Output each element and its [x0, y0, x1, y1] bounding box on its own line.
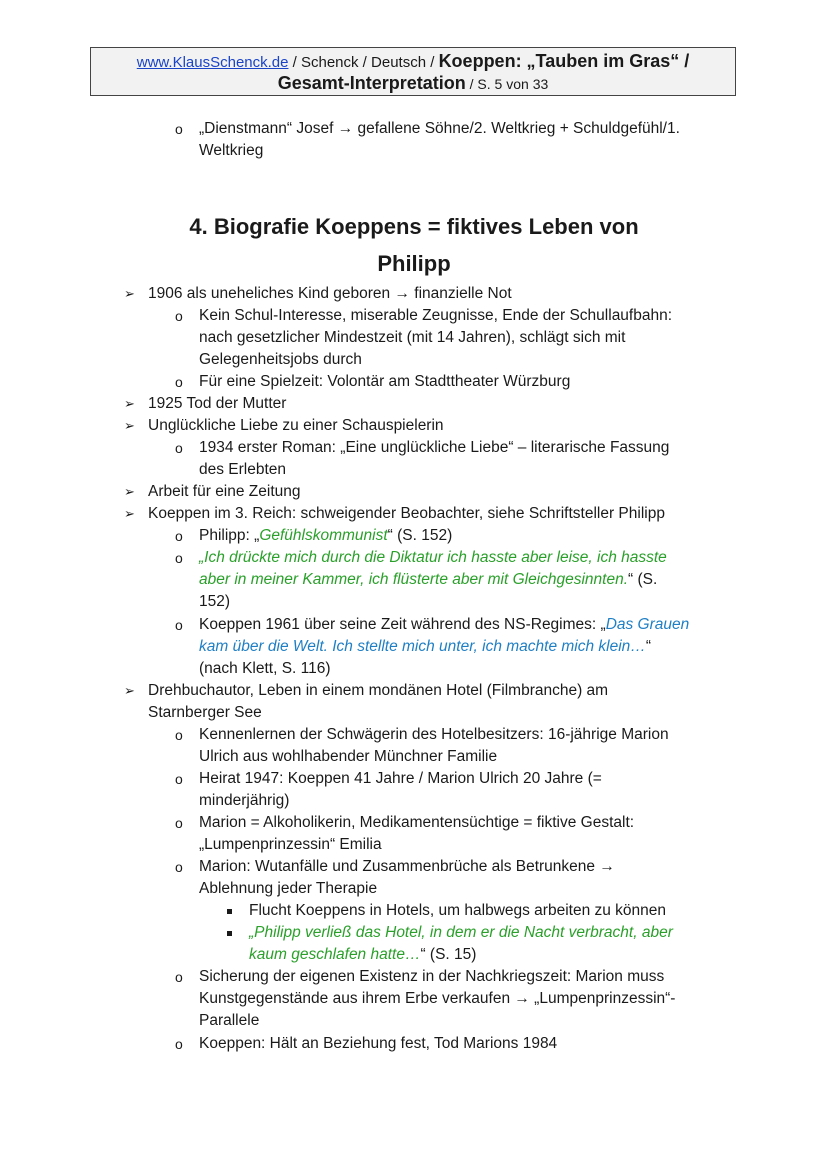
arrow-bullet-icon: ➢	[124, 286, 135, 301]
section-title: Philipp	[377, 251, 451, 276]
list-item: Flucht Koeppens in Hotels, um halbwegs arbeiten zu können	[249, 902, 667, 919]
list-item: „Lumpenprinzessin“ Emilia	[199, 836, 382, 853]
list-item: Marion = Alkoholikerin, Medikamentensüchtige = fiktive Gestalt:	[199, 814, 635, 831]
list-item	[199, 569, 657, 591]
list-item: Koeppen: Hält an Beziehung fest, Tod Marions 1984	[199, 1035, 558, 1052]
list-item: Ulrich aus wohlhabender Münchner Familie	[199, 748, 498, 765]
header-title: Koeppen: „Tauben im Gras“ /	[438, 51, 690, 71]
list-item	[249, 944, 476, 966]
arrow-bullet-icon: ➢	[124, 683, 135, 698]
arrow-bullet-icon: ➢	[124, 396, 135, 411]
list-item: Arbeit für eine Zeitung	[148, 483, 301, 500]
list-item: Unglückliche Liebe zu einer Schauspielerin	[148, 417, 444, 434]
list-item: Kennenlernen der Schwägerin des Hotelbesitzers: 16-jährige Marion	[199, 726, 669, 743]
page-number: / S. 5 von 33	[465, 76, 549, 92]
list-item	[199, 614, 689, 636]
list-item: Weltkrieg	[199, 142, 264, 159]
quote-open: „	[199, 549, 205, 566]
header-breadcrumb: / Schenck / Deutsch /	[288, 54, 439, 71]
quote-prefix: Philipp: „	[199, 527, 260, 544]
list-item: Ablehnung jeder Therapie	[199, 880, 378, 897]
list-item: Heirat 1947: Koeppen 41 Jahre / Marion Ulrich 20 Jahre (=	[199, 770, 602, 787]
blue-quote: kam über die Welt. Ich stellte mich unter, ich machte mich klein…	[199, 638, 646, 655]
list-item: Kein Schul-Interesse, miserable Zeugnisse, Ende der Schullaufbahn:	[199, 307, 673, 324]
circle-bullet-icon: o	[175, 727, 183, 743]
list-item: 152)	[199, 593, 231, 610]
circle-bullet-icon: o	[175, 440, 183, 456]
list-item: Für eine Spielzeit: Volontär am Stadttheater Würzburg	[199, 373, 571, 390]
list-item: Sicherung der eigenen Existenz in der Nachkriegszeit: Marion muss	[199, 968, 665, 985]
square-bullet-icon	[227, 909, 232, 914]
list-item: Parallele	[199, 1012, 260, 1029]
header-line-2	[91, 73, 735, 95]
list-item: Marion: Wutanfälle und Zusammenbrüche als Betrunkene →	[199, 858, 615, 875]
list-item: nach gesetzlicher Mindestzeit (mit 14 Jahren), schlägt sich mit	[199, 329, 626, 346]
circle-bullet-icon: o	[175, 859, 183, 875]
green-quote: aber in meiner Kammer, ich flüsterte aber mit Gleichgesinnten.	[199, 571, 629, 588]
green-quote: Philipp verließ das Hotel, in dem er die Nacht verbracht, aber	[254, 924, 673, 941]
circle-bullet-icon: o	[175, 1036, 183, 1052]
list-item: 1934 erster Roman: „Eine unglückliche Liebe“ – literarische Fassung	[199, 439, 670, 456]
arrow-bullet-icon: ➢	[124, 506, 135, 521]
header-subtitle: Gesamt-Interpretation	[277, 73, 466, 93]
circle-bullet-icon: o	[175, 308, 183, 324]
green-quote: kaum geschlafen hatte…	[249, 946, 421, 963]
circle-bullet-icon: o	[175, 121, 183, 137]
list-item: 1925 Tod der Mutter	[148, 395, 287, 412]
page-header	[90, 47, 736, 96]
circle-bullet-icon: o	[175, 374, 183, 390]
quote-close: “	[645, 638, 651, 655]
list-item: 1906 als uneheliches Kind geboren → finanzielle Not	[148, 285, 512, 302]
list-item	[199, 636, 651, 658]
list-item	[199, 547, 667, 569]
square-bullet-icon	[227, 931, 232, 936]
arrow-bullet-icon: ➢	[124, 418, 135, 433]
green-quote: Gefühlskommunist	[259, 527, 388, 544]
section-title: 4. Biografie Koeppens = fiktives Leben von	[189, 214, 639, 239]
quote-source: “ (S.	[628, 571, 658, 588]
quote-source: “ (S. 152)	[387, 527, 453, 544]
circle-bullet-icon: o	[175, 969, 183, 985]
list-item: Koeppen im 3. Reich: schweigender Beobachter, siehe Schriftsteller Philipp	[148, 505, 665, 522]
list-item	[199, 525, 452, 547]
circle-bullet-icon: o	[175, 528, 183, 544]
list-item: (nach Klett, S. 116)	[199, 660, 331, 677]
header-line-1	[91, 51, 735, 73]
list-item: „Dienstmann“ Josef → gefallene Söhne/2. Weltkrieg + Schuldgefühl/1.	[199, 120, 680, 137]
arrow-bullet-icon: ➢	[124, 484, 135, 499]
list-item: Kunstgegenstände aus ihrem Erbe verkaufen → „Lumpenprinzessin“-	[199, 990, 676, 1007]
list-item: Starnberger See	[148, 704, 262, 721]
circle-bullet-icon: o	[175, 550, 183, 566]
circle-bullet-icon: o	[175, 771, 183, 787]
list-item	[249, 922, 673, 944]
quote-prefix: Koeppen 1961 über seine Zeit während des NS-Regimes: „	[199, 616, 606, 633]
circle-bullet-icon: o	[175, 617, 183, 633]
quote-source: “ (S. 15)	[420, 946, 477, 963]
list-item: des Erlebten	[199, 461, 287, 478]
list-item: Drehbuchautor, Leben in einem mondänen Hotel (Filmbranche) am	[148, 682, 609, 699]
blue-quote: Das Grauen	[605, 616, 690, 633]
list-item: Gelegenheitsjobs durch	[199, 351, 362, 368]
circle-bullet-icon: o	[175, 815, 183, 831]
green-quote: Ich drückte mich durch die Diktatur ich hasste aber leise, ich hasste	[204, 549, 667, 566]
quote-open: „	[249, 924, 255, 941]
site-link[interactable]: www.KlausSchenck.de	[136, 54, 289, 71]
list-item: minderjährig)	[199, 792, 290, 809]
